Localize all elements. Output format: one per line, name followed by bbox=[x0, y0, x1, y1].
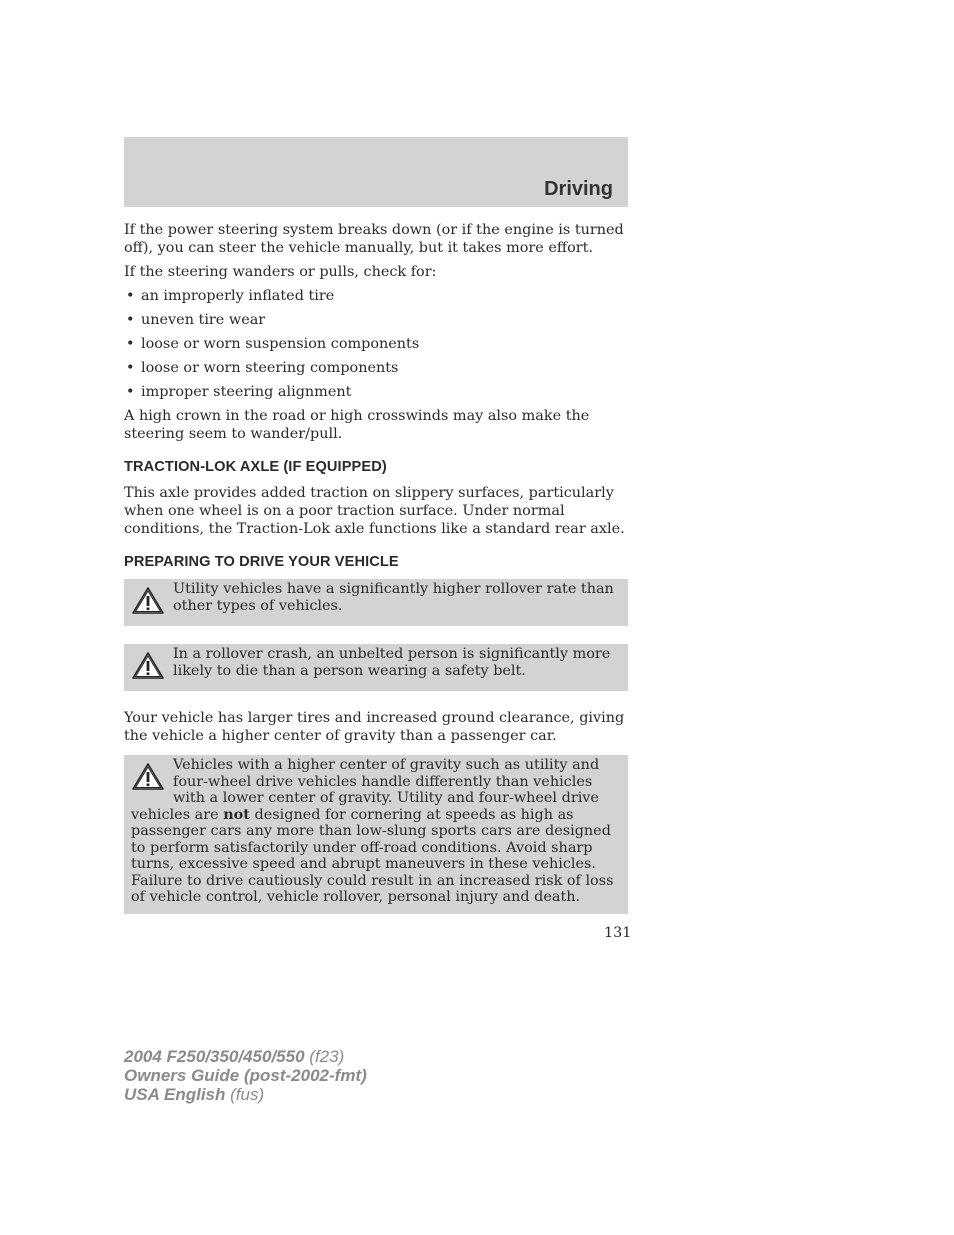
bullet-icon: • bbox=[126, 384, 135, 400]
page-content bbox=[124, 221, 628, 933]
warning-box-rollover-rate bbox=[124, 579, 628, 626]
warning-triangle-icon bbox=[131, 586, 165, 616]
warning-triangle-icon bbox=[131, 651, 165, 681]
warning-text: Utility vehicles have a significantly higher rollover rate than other types of vehicles. bbox=[173, 581, 614, 614]
paragraph-steering-check: If the steering wanders or pulls, check for: bbox=[124, 264, 437, 280]
list-item: • loose or worn suspension components bbox=[126, 336, 420, 352]
paragraph-crosswinds: A high crown in the road or high crosswinds may also make the steering seem to wander/pull. bbox=[124, 408, 590, 442]
bullet-icon: • bbox=[126, 312, 135, 328]
emphasis-not: not bbox=[223, 805, 250, 823]
heading-traction-lok: TRACTION-LOK AXLE (IF EQUIPPED) bbox=[124, 459, 387, 475]
warning-box-handling bbox=[124, 755, 628, 914]
section-header-band bbox=[124, 137, 628, 207]
page-number: 131 bbox=[604, 925, 632, 941]
list-item: • improper steering alignment bbox=[126, 384, 352, 400]
warning-triangle-icon bbox=[131, 762, 165, 792]
list-item: • an improperly inflated tire bbox=[126, 288, 335, 304]
paragraph-center-of-gravity: Your vehicle has larger tires and increased ground clearance, giving the vehicle a higher center of gravity than a passenger car. bbox=[124, 710, 625, 744]
paragraph-power-steering: If the power steering system breaks down (or if the engine is turned off), you can steer the vehicle manually, but it takes more effort. bbox=[124, 222, 624, 256]
list-item: • uneven tire wear bbox=[126, 312, 266, 328]
warning-box-safety-belt bbox=[124, 644, 628, 691]
bullet-icon: • bbox=[126, 336, 135, 352]
footer-line-guide: Owners Guide (post-2002-fmt) bbox=[124, 1066, 367, 1085]
footer-line-language: USA English (fus) bbox=[124, 1085, 265, 1104]
section-title: Driving bbox=[544, 178, 613, 200]
heading-preparing-to-drive: PREPARING TO DRIVE YOUR VEHICLE bbox=[124, 554, 399, 570]
warning-text: In a rollover crash, an unbelted person is significantly more likely to die than a person wearing a safety belt. bbox=[173, 646, 611, 679]
bullet-icon: • bbox=[126, 360, 135, 376]
bullet-icon: • bbox=[126, 288, 135, 304]
warning-text: Vehicles with a higher center of gravity such as utility and four-wheel drive vehicles handle differently than vehicles with a lower center of gravity. Utility and four-wheel drive vehicles are not designed for cornering at speeds as high as passenger cars any more than low-slung sports cars are designed to perform satisfactorily under off-road conditions. Avoid sharp turns, excessive speed and abrupt maneuvers in these vehicles. Failure to drive cautiously could result in an increased risk of loss of vehicle control, vehicle rollover, personal injury and death. bbox=[131, 757, 614, 905]
list-item: • loose or worn steering components bbox=[126, 360, 399, 376]
footer-line-model: 2004 F250/350/450/550 (f23) bbox=[124, 1047, 345, 1066]
steering-check-list bbox=[124, 287, 628, 401]
paragraph-traction-lok: This axle provides added traction on slippery surfaces, particularly when one wheel is on a poor traction surface. Under normal conditions, the Traction-Lok axle functions like a standard rear axle. bbox=[124, 485, 625, 537]
document-footer bbox=[124, 1047, 367, 1104]
